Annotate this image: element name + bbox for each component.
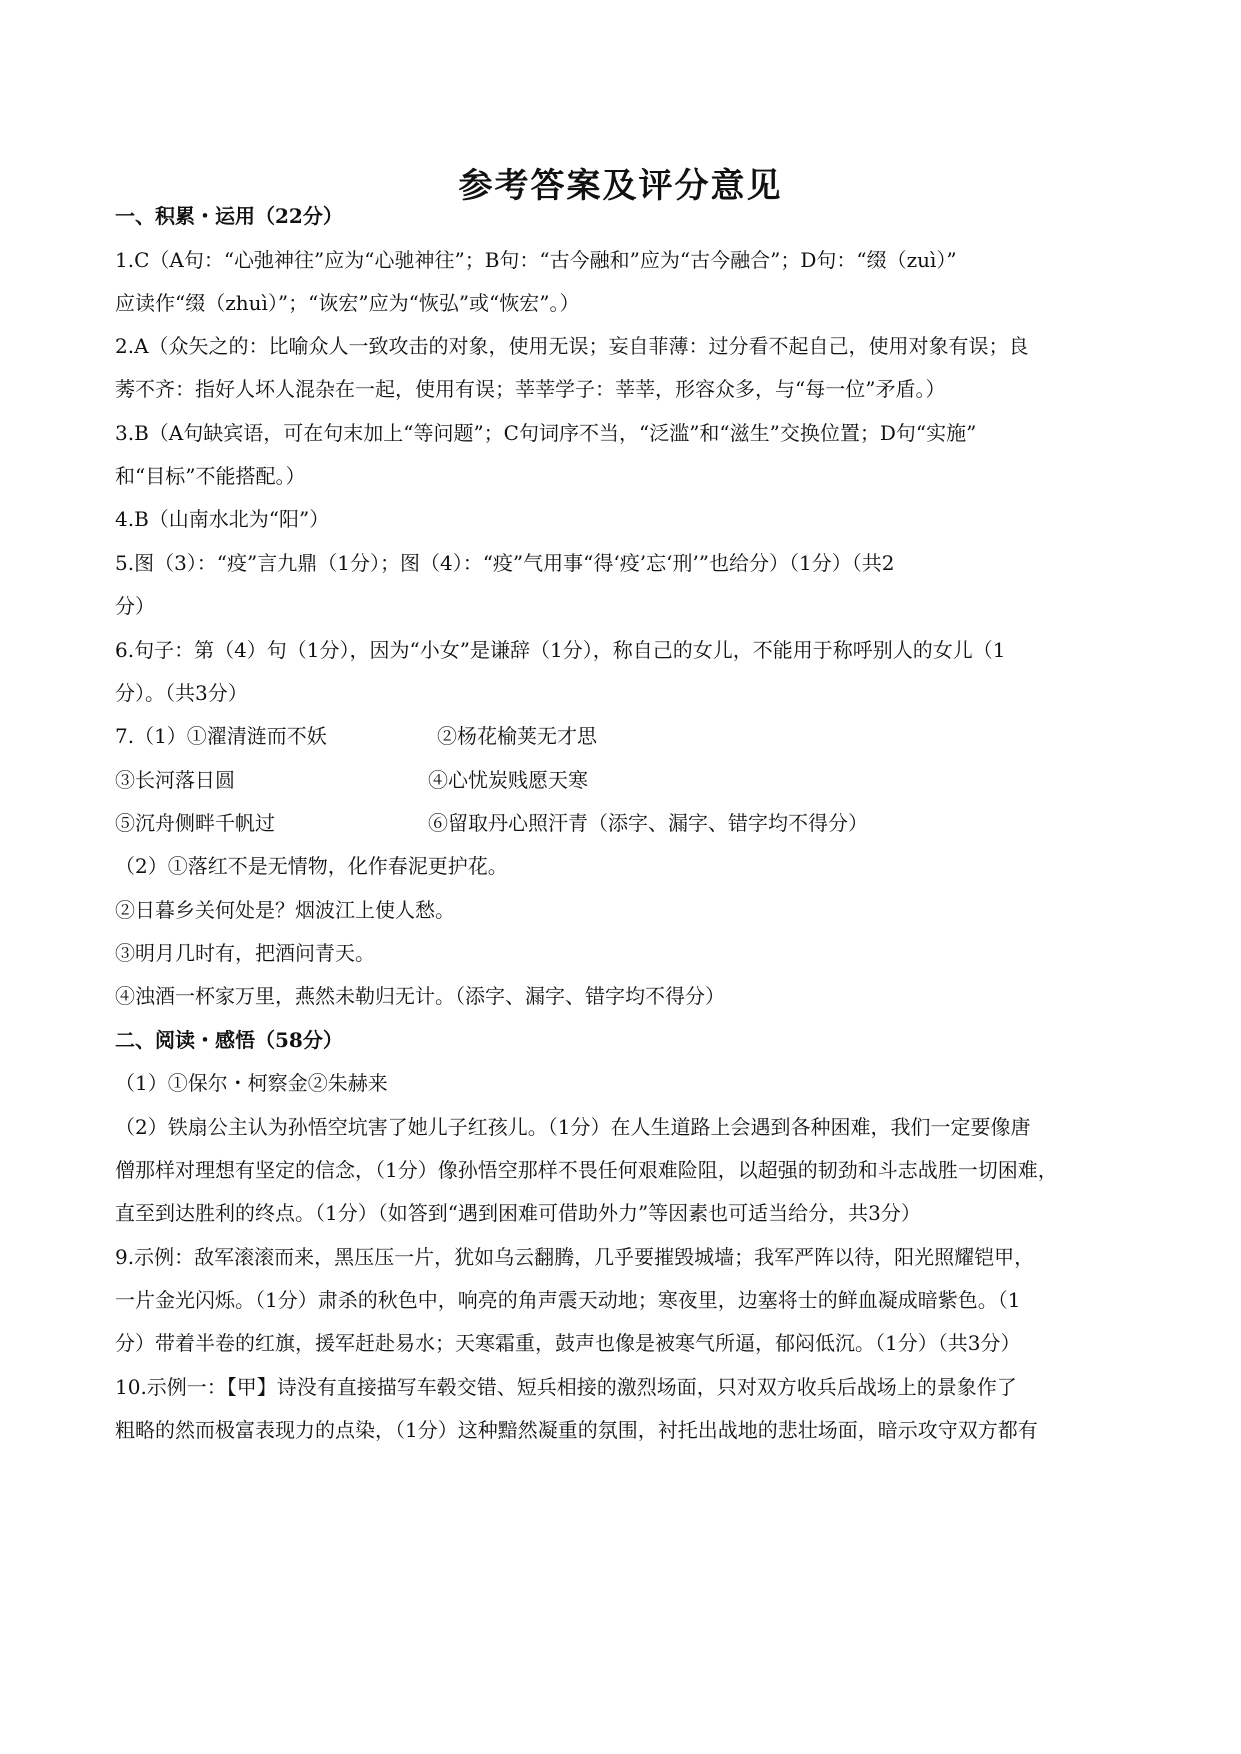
answer-q7-row3-left: ⑤沉舟侧畔千帆过 [115,811,275,835]
answer-q1-line1: 1.C（A句：“心弛神往”应为“心驰神往”；B句：“古今融和”应为“古今融合”；D句：“缀（zuì）” [115,248,957,272]
section-heading-2: 二、阅读・感悟（58分） [115,1028,343,1052]
answer-q8-part2-line3: 直至到达胜利的终点。（1分）（如答到“遇到困难可借助外力”等因素也可适当给分，共3分） [115,1201,921,1225]
answer-q10-line2: 粗略的然而极富表现力的点染，（1分）这种黯然凝重的氛围，衬托出战地的悲壮场面，暗示攻守双方都有 [115,1418,1038,1442]
page-title: 参考答案及评分意见 [458,166,783,206]
answer-q7-row2-right: ④心忧炭贱愿天寒 [428,768,588,792]
answer-q1-line2: 应读作“缀（zhuì）”；“诙宏”应为“恢弘”或“恢宏”。） [115,291,580,315]
answer-q10-line1: 10.示例一：【甲】诗没有直接描写车毂交错、短兵相接的激烈场面，只对双方收兵后战场上的景象作了 [115,1375,1017,1399]
answer-q7-2-line2: ②日暮乡关何处是？烟波江上使人愁。 [115,898,455,922]
answer-q5-line1: 5.图（3）：“疫”言九鼎（1分）；图（4）：“疫”气用事“得‘疫’忘‘刑’”也给分）（1分）（共2 [115,551,895,575]
answer-q7-row2-left: ③长河落日圆 [115,768,235,792]
answer-q3-line1: 3.B（A句缺宾语，可在句末加上“等问题”；C句词序不当，“泛滥”和“滋生”交换位置；D句“实施” [115,421,977,445]
section-heading-1: 一、积累・运用（22分） [115,204,343,228]
answer-q9-line1: 9.示例：敌军滚滚而来，黑压压一片，犹如乌云翻腾，几乎要摧毁城墙；我军严阵以待，阳光照耀铠甲， [115,1245,1035,1269]
answer-q6-line2: 分）。（共3分） [115,681,248,705]
answer-q8-part2-line1: （2）铁扇公主认为孙悟空坑害了她儿子红孩儿。（1分）在人生道路上会遇到各种困难，我们一定要像唐 [115,1115,1031,1139]
answer-q6-line1: 6.句子：第（4）句（1分），因为“小女”是谦辞（1分），称自己的女儿，不能用于称呼别人的女儿（1 [115,638,1006,662]
answer-q7-row1-left: 7.（1）①濯清涟而不妖 [115,724,327,748]
answer-q8-part2-line2: 僧那样对理想有坚定的信念，（1分）像孙悟空那样不畏任何艰难险阻，以超强的韧劲和斗志战胜一切困难， [115,1158,1058,1182]
answer-q2-line2: 莠不齐：指好人坏人混杂在一起，使用有误；莘莘学子：莘莘，形容众多，与“每一位”矛盾。） [115,377,946,401]
answer-q4: 4.B（山南水北为“阳”） [115,507,330,531]
answer-q9-line3: 分）带着半卷的红旗，援军赶赴易水；天寒霜重，鼓声也像是被寒气所逼，郁闷低沉。（1分）（共3分） [115,1331,1021,1355]
answer-q7-2-line4: ④浊酒一杯家万里，燕然未勒归无计。（添字、漏字、错字均不得分） [115,984,725,1008]
answer-q7-row3-right: ⑥留取丹心照汗青（添字、漏字、错字均不得分） [428,811,868,835]
answer-q5-line2: 分） [115,594,155,618]
answer-q9-line2: 一片金光闪烁。（1分）肃杀的秋色中，响亮的角声震天动地；寒夜里，边塞将士的鲜血凝成暗紫色。（1 [115,1288,1021,1312]
answer-q2-line1: 2.A（众矢之的：比喻众人一致攻击的对象，使用无误；妄自菲薄：过分看不起自己，使用对象有误；良 [115,334,1029,358]
answer-q7-2-line1: （2）①落红不是无情物，化作春泥更护花。 [115,854,508,878]
answer-q7-row1-right: ②杨花榆荚无才思 [437,724,597,748]
answer-q8-part1: （1）①保尔・柯察金②朱赫来 [115,1071,388,1095]
answer-q7-2-line3: ③明月几时有，把酒问青天。 [115,941,375,965]
answer-q3-line2: 和“目标”不能搭配。） [115,464,306,488]
